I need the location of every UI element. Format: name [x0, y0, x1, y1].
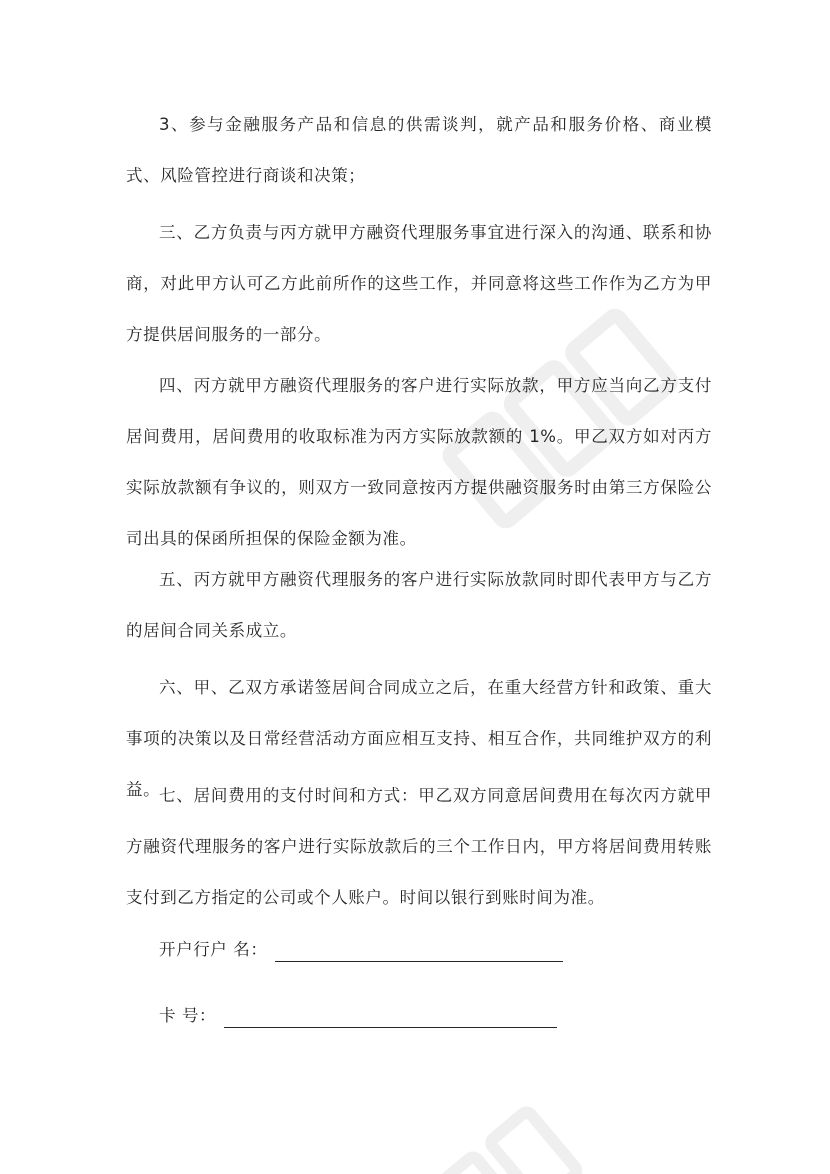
watermark-logo-bottom — [400, 1080, 660, 1174]
paragraph-section-6: 六、甲、乙双方承诺签居间合同成立之后，在重大经营方针和政策、重大事项的决策以及日常经营活动方面应相互支持、相互合作，共同维护双方的利益。 — [126, 678, 712, 799]
card-number-field — [159, 1004, 557, 1028]
paragraph-section-4: 四、丙方就甲方融资代理服务的客户进行实际放款，甲方应当向乙方支付居间费用，居间费用的收取标准为丙方实际放款额的 1%。甲乙双方如对丙方实际放款额有争议的，则双方一致同意按丙方提供融资服务时由第三方保险公司出具的保函所担保的保险金额为准。 — [126, 376, 712, 548]
card-number-label: 卡 号： — [159, 1006, 217, 1025]
paragraph-item-3: 3、参与金融服务产品和信息的供需谈判，就产品和服务价格、商业模式、风险管控进行商谈和决策； — [126, 115, 712, 185]
paragraph-section-7: 七、居间费用的支付时间和方式：甲乙双方同意居间费用在每次丙方就甲方融资代理服务的客户进行实际放款后的三个工作日内，甲方将居间费用转账支付到乙方指定的公司或个人账户。时间以银行到账时间为准。 — [126, 786, 712, 907]
bank-account-name-label: 开户行户 名： — [159, 940, 268, 959]
bank-account-name-field — [159, 938, 563, 962]
card-number-line — [224, 1007, 557, 1028]
bank-account-name-line — [275, 941, 563, 962]
paragraph-section-3: 三、乙方负责与丙方就甲方融资代理服务事宜进行深入的沟通、联系和协商，对此甲方认可乙方此前所作的这些工作，并同意将这些工作作为乙方为甲方提供居间服务的一部分。 — [126, 223, 712, 344]
paragraph-section-5: 五、丙方就甲方融资代理服务的客户进行实际放款同时即代表甲方与乙方的居间合同关系成立。 — [126, 570, 712, 640]
